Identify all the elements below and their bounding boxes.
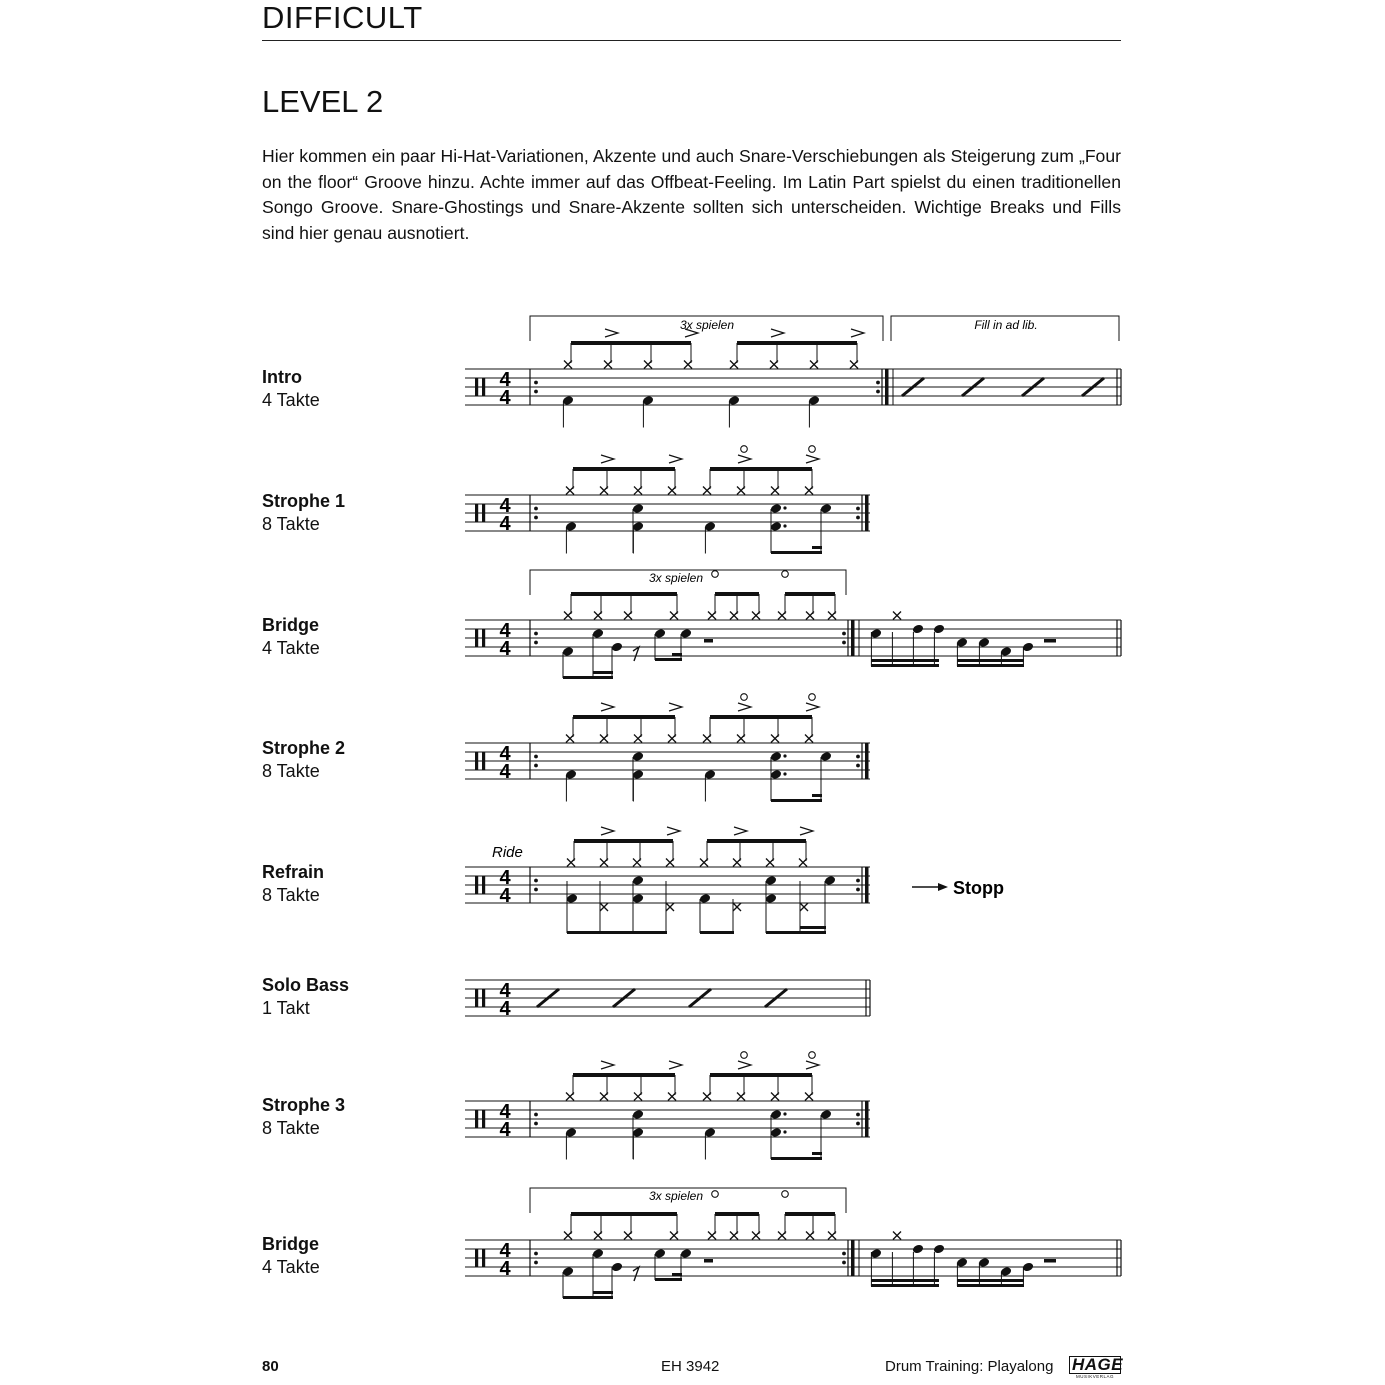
open-hihat-mark (712, 1191, 719, 1198)
section-name-intro: Intro (262, 367, 302, 387)
accent-mark (605, 329, 618, 337)
repeat-dot (842, 632, 846, 636)
accent-mark (771, 329, 784, 337)
ride-label: Ride (492, 844, 523, 861)
thick-barline (885, 369, 889, 405)
open-hihat-mark (741, 446, 748, 453)
bass-drum-note (770, 769, 782, 780)
beam (573, 1073, 675, 1077)
bass-drum-note (770, 521, 782, 532)
beam (563, 676, 613, 679)
snare-note (680, 1248, 692, 1259)
beam (700, 931, 734, 934)
percussion-clef (482, 629, 485, 647)
bass-drum-note (566, 893, 578, 904)
thick-barline (865, 1101, 869, 1137)
time-signature-bottom: 4 (499, 638, 511, 660)
beam (957, 664, 1024, 667)
dot (783, 754, 786, 757)
snare-note (592, 1248, 604, 1259)
beam (710, 715, 812, 719)
time-signature-top: 4 (499, 369, 511, 391)
section-name-strophe-3: Strophe 3 (262, 1095, 346, 1115)
percussion-clef (482, 752, 485, 770)
open-hihat-mark (782, 1191, 789, 1198)
percussion-clef (475, 504, 478, 522)
section-bars-bridge-2: 4 Takte (262, 1257, 320, 1277)
repeat-dot (876, 381, 880, 385)
repeat-dot (856, 507, 860, 511)
beam (710, 467, 812, 471)
dot (783, 1130, 786, 1133)
repeat-dot (534, 1252, 538, 1256)
accent-mark (738, 1061, 751, 1069)
percussion-clef (482, 1249, 485, 1267)
repeat-dot (856, 516, 860, 520)
repeat-dot (534, 632, 538, 636)
page-number: 80 (262, 1358, 279, 1375)
accent-mark (669, 703, 682, 711)
section-name-solo-bass: Solo Bass (262, 975, 350, 995)
section-bars-intro: 4 Takte (262, 390, 320, 410)
beam (593, 671, 613, 674)
time-signature-bottom: 4 (499, 761, 511, 783)
beam (812, 794, 822, 797)
snare-note (654, 628, 666, 639)
beam (771, 551, 822, 554)
thick-barline (851, 620, 855, 656)
repeat-dot (856, 1113, 860, 1117)
fill-label-intro: Fill in ad lib. (974, 318, 1038, 332)
bass-drum-note (562, 646, 574, 657)
bass-drum-note (765, 893, 777, 904)
section-bars-strophe-2: 8 Takte (262, 761, 320, 781)
accent-mark (806, 1061, 819, 1069)
bass-drum-note (611, 1262, 623, 1273)
repeat-dot (856, 755, 860, 759)
sixteenth-rest (633, 1267, 639, 1281)
beam (573, 467, 675, 471)
beam (957, 1279, 1024, 1282)
beam (957, 659, 1024, 662)
time-signature-bottom: 4 (499, 998, 511, 1020)
publisher-logo (1069, 1355, 1124, 1380)
repeat-dot (534, 381, 538, 385)
catalog-code: EH 3942 (661, 1358, 720, 1375)
beam (871, 664, 939, 667)
accent-mark (738, 703, 751, 711)
beam (672, 1273, 682, 1276)
section-name-strophe-2: Strophe 2 (262, 738, 346, 758)
beam (785, 592, 835, 596)
snare-note (820, 1109, 832, 1120)
half-rest (1044, 1259, 1056, 1263)
beam (715, 1212, 759, 1216)
beam (800, 926, 826, 929)
percussion-clef (475, 629, 478, 647)
repeat-dot (534, 879, 538, 883)
dot (783, 1112, 786, 1115)
chapter-title: DIFFICULT (262, 0, 423, 35)
snare-note (632, 503, 644, 514)
beam (737, 341, 857, 345)
snare-note (680, 628, 692, 639)
dot (783, 506, 786, 509)
accent-mark (601, 455, 614, 463)
open-hihat-mark (809, 446, 816, 453)
snare-note (770, 503, 782, 514)
repeat-dot (856, 879, 860, 883)
repeat-dot (534, 888, 538, 892)
open-hihat-mark (809, 694, 816, 701)
open-hihat-mark (741, 694, 748, 701)
section-bars-bridge-1: 4 Takte (262, 638, 320, 658)
time-signature-top: 4 (499, 1240, 511, 1262)
section-bars-refrain: 8 Takte (262, 885, 320, 905)
time-signature-bottom: 4 (499, 513, 511, 535)
beam (871, 1284, 939, 1287)
time-signature-top: 4 (499, 1101, 511, 1123)
half-rest (704, 1259, 713, 1263)
snare-note (632, 1109, 644, 1120)
section-name-strophe-1: Strophe 1 (262, 491, 346, 511)
beam (957, 1284, 1024, 1287)
snare-note (820, 751, 832, 762)
time-signature-top: 4 (499, 867, 511, 889)
repeat-dot (534, 1261, 538, 1265)
beam (766, 931, 826, 934)
repeat-dot (534, 641, 538, 645)
section-bars-strophe-1: 8 Takte (262, 514, 320, 534)
beam (593, 1291, 613, 1294)
beam (715, 592, 759, 596)
repeat-dot (534, 507, 538, 511)
repeat-label-intro: 3x spielen (679, 318, 735, 332)
beam (567, 931, 667, 934)
repeat-dot (534, 516, 538, 520)
beam (785, 1212, 835, 1216)
repeat-dot (534, 390, 538, 394)
accent-mark (601, 703, 614, 711)
half-rest (704, 639, 713, 643)
intro-paragraph: Hier kommen ein paar Hi-Hat-Variationen, Akzente und auch Snare-Verschiebungen als Steigerung zum „Four on the floor“ Groove hinzu. Achte immer auf das Offbeat-Feeling. Im Latin Part spielst du einen traditionellen Songo Groove. Snare-Ghostings und Snare-Akzente sollten sich unterscheiden. Wichtige Breaks und Fills sind hier genau ausnotiert. (262, 146, 1121, 243)
section-name-refrain: Refrain (262, 862, 325, 882)
snare-note (632, 875, 644, 886)
snare-note (770, 751, 782, 762)
percussion-clef (475, 876, 478, 894)
accent-mark (601, 827, 614, 835)
beam (771, 1157, 822, 1160)
section-name-bridge-2: Bridge (262, 1234, 320, 1254)
arrow-head (938, 883, 948, 891)
repeat-dot (534, 1122, 538, 1126)
accent-mark (806, 455, 819, 463)
open-hihat-mark (741, 1052, 748, 1059)
dot (783, 772, 786, 775)
beam (871, 659, 939, 662)
accent-mark (601, 1061, 614, 1069)
beam (771, 799, 822, 802)
repeat-dot (842, 1261, 846, 1265)
beam (710, 1073, 812, 1077)
dot (783, 524, 786, 527)
bass-drum-note (699, 893, 711, 904)
level-heading: LEVEL 2 (262, 84, 384, 119)
beam (574, 839, 673, 843)
stop-label: Stopp (953, 878, 1004, 898)
beam (812, 546, 822, 549)
time-signature-top: 4 (499, 495, 511, 517)
time-signature-bottom: 4 (499, 1119, 511, 1141)
repeat-dot (856, 764, 860, 768)
beam (571, 1212, 677, 1216)
accent-mark (667, 827, 680, 835)
beam (672, 653, 682, 656)
section-bars-solo-bass: 1 Takt (262, 998, 310, 1018)
beam (563, 1296, 613, 1299)
repeat-dot (856, 888, 860, 892)
accent-mark (734, 827, 747, 835)
repeat-label-bridge-1: 3x spielen (648, 571, 704, 585)
snare-note (654, 1248, 666, 1259)
open-hihat-mark (782, 571, 789, 578)
time-signature-bottom: 4 (499, 387, 511, 409)
repeat-dot (842, 1252, 846, 1256)
section-name-bridge-1: Bridge (262, 615, 320, 635)
time-signature-top: 4 (499, 620, 511, 642)
sixteenth-rest (633, 647, 639, 661)
accent-mark (851, 329, 864, 337)
percussion-clef (475, 378, 478, 396)
time-signature-top: 4 (499, 980, 511, 1002)
beam (655, 658, 682, 661)
percussion-clef (475, 1110, 478, 1128)
accent-mark (806, 703, 819, 711)
bass-drum-note (770, 1127, 782, 1138)
thick-barline (865, 867, 869, 903)
percussion-clef (482, 989, 485, 1007)
percussion-clef (482, 1110, 485, 1128)
logo-wordmark: HAGE (1069, 1356, 1121, 1374)
snare-note (824, 875, 836, 886)
repeat-dot (534, 764, 538, 768)
beam (571, 341, 691, 345)
snare-note (765, 875, 777, 886)
snare-note (632, 751, 644, 762)
thick-barline (865, 743, 869, 779)
percussion-clef (482, 876, 485, 894)
percussion-clef (482, 504, 485, 522)
thick-barline (865, 495, 869, 531)
repeat-dot (876, 390, 880, 394)
time-signature-bottom: 4 (499, 1258, 511, 1280)
snare-note (770, 1109, 782, 1120)
series-title: Drum Training: Playalong (885, 1358, 1054, 1375)
section-bars-strophe-3: 8 Takte (262, 1118, 320, 1138)
beam (655, 1278, 682, 1281)
bass-drum-note (611, 642, 623, 653)
percussion-clef (475, 989, 478, 1007)
beam (812, 1152, 822, 1155)
percussion-clef (475, 752, 478, 770)
repeat-label-bridge-2: 3x spielen (648, 1189, 704, 1203)
bass-drum-note (632, 893, 644, 904)
beam (573, 715, 675, 719)
accent-mark (800, 827, 813, 835)
half-rest (1044, 639, 1056, 643)
repeat-dot (856, 1122, 860, 1126)
percussion-clef (475, 1249, 478, 1267)
accent-mark (669, 1061, 682, 1069)
staves-group (465, 316, 1121, 1299)
percussion-clef (482, 378, 485, 396)
open-hihat-mark (809, 1052, 816, 1059)
snare-note (820, 503, 832, 514)
time-signature-bottom: 4 (499, 885, 511, 907)
accent-mark (669, 455, 682, 463)
snare-note (592, 628, 604, 639)
beam (571, 592, 677, 596)
repeat-dot (842, 641, 846, 645)
logo-subline: MUSIKVERLAG (1075, 1374, 1114, 1379)
beam (871, 1279, 939, 1282)
repeat-dot (534, 755, 538, 759)
time-signature-top: 4 (499, 743, 511, 765)
bass-drum-note (562, 1266, 574, 1277)
repeat-dot (534, 1113, 538, 1117)
open-hihat-mark (712, 571, 719, 578)
accent-mark (738, 455, 751, 463)
beam (707, 839, 806, 843)
thick-barline (851, 1240, 855, 1276)
